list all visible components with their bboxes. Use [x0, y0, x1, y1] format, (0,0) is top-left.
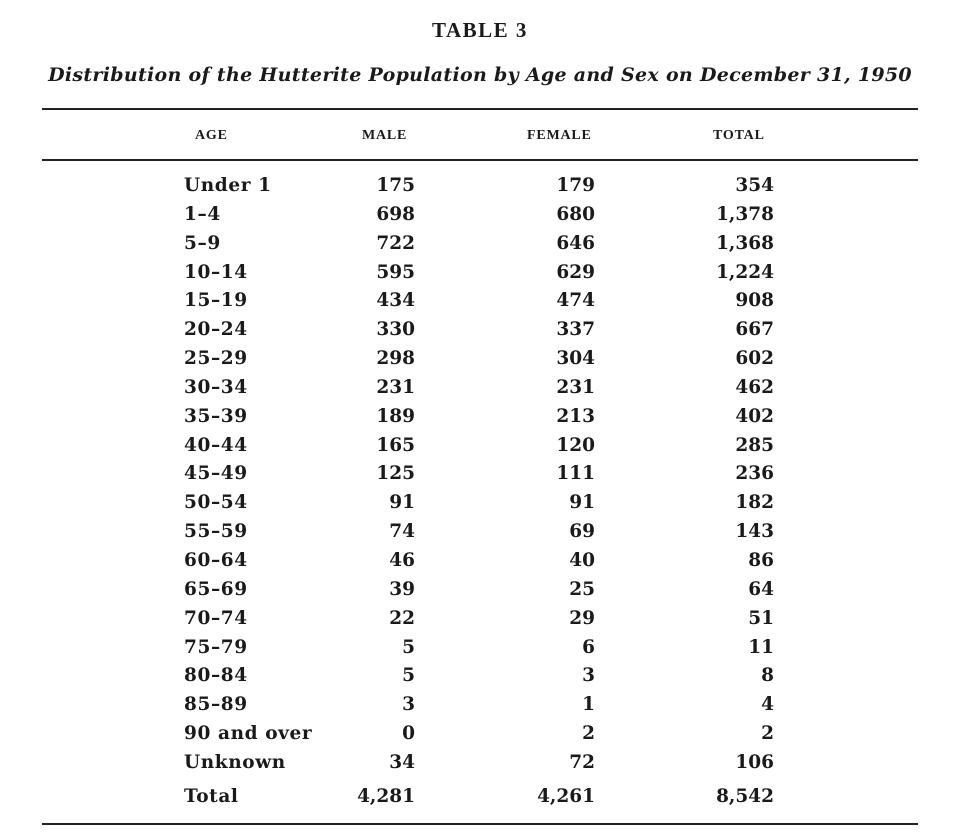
cell-age: Unknown	[184, 751, 286, 773]
cell-total: 354	[735, 175, 774, 196]
cell-total: 106	[735, 751, 774, 773]
cell-total: 236	[735, 463, 774, 485]
table-row	[0, 605, 960, 634]
cell-female: 111	[556, 463, 595, 485]
total-row	[0, 783, 960, 811]
cell-total: 1,368	[716, 232, 774, 254]
cell-female: 2	[582, 723, 595, 745]
table-row	[0, 489, 960, 518]
table-row	[0, 374, 960, 403]
cell-male: 698	[376, 203, 415, 225]
cell-total: 285	[735, 434, 774, 456]
cell-total: 1,378	[716, 203, 774, 225]
cell-female: 646	[556, 232, 595, 254]
cell-total: 602	[735, 348, 774, 370]
cell-female: 213	[556, 405, 595, 427]
cell-total: 4	[761, 694, 774, 716]
cell-female: 179	[556, 175, 595, 196]
cell-male: 231	[376, 376, 415, 398]
cell-age: 40–44	[184, 434, 248, 456]
cell-age: 15–19	[184, 290, 248, 312]
header-rule	[42, 159, 918, 161]
cell-total: 143	[735, 521, 774, 543]
cell-age: 50–54	[184, 492, 248, 514]
cell-male: 165	[376, 434, 415, 456]
cell-female: 69	[569, 521, 595, 543]
cell-female: 25	[569, 578, 595, 600]
cell-male: 722	[376, 232, 415, 254]
total-total: 8,542	[716, 786, 774, 807]
table-row	[0, 547, 960, 576]
cell-female: 680	[556, 203, 595, 225]
cell-male: 330	[376, 319, 415, 341]
cell-female: 1	[582, 694, 595, 716]
table-row	[0, 345, 960, 374]
cell-age: 45–49	[184, 463, 248, 485]
cell-age: 55–59	[184, 521, 248, 543]
cell-male: 46	[389, 549, 415, 571]
cell-age: 75–79	[184, 636, 248, 658]
cell-male: 125	[376, 463, 415, 485]
cell-total: 51	[748, 607, 774, 629]
table-row	[0, 749, 960, 778]
table-row	[0, 662, 960, 691]
total-male: 4,281	[357, 786, 415, 807]
table-row	[0, 403, 960, 432]
cell-total: 11	[748, 636, 774, 658]
cell-total: 462	[735, 376, 774, 398]
table-caption: Distribution of the Hutterite Population by Age and Sex on December 31, 1950	[48, 64, 912, 86]
cell-male: 595	[376, 261, 415, 283]
table-row	[0, 691, 960, 720]
table-row	[0, 316, 960, 345]
cell-female: 231	[556, 376, 595, 398]
cell-male: 3	[402, 694, 415, 716]
cell-age: 90 and over	[184, 723, 313, 745]
cell-male: 74	[389, 521, 415, 543]
cell-male: 175	[376, 175, 415, 196]
header-age: AGE	[195, 128, 228, 143]
cell-female: 72	[569, 751, 595, 773]
cell-total: 8	[761, 665, 774, 687]
cell-age: Under 1	[184, 175, 272, 196]
cell-age: 65–69	[184, 578, 248, 600]
cell-total: 86	[748, 549, 774, 571]
table-row	[0, 201, 960, 230]
table-row	[0, 172, 960, 201]
cell-female: 304	[556, 348, 595, 370]
cell-age: 85–89	[184, 694, 248, 716]
table-row	[0, 576, 960, 605]
cell-female: 91	[569, 492, 595, 514]
cell-female: 337	[556, 319, 595, 341]
cell-age: 20–24	[184, 319, 248, 341]
cell-age: 35–39	[184, 405, 248, 427]
cell-male: 22	[389, 607, 415, 629]
table-row	[0, 634, 960, 663]
cell-female: 40	[569, 549, 595, 571]
cell-female: 629	[556, 261, 595, 283]
cell-male: 5	[402, 665, 415, 687]
table-row	[0, 259, 960, 288]
cell-age: 25–29	[184, 348, 248, 370]
cell-age: 5–9	[184, 232, 221, 254]
cell-male: 34	[389, 751, 415, 773]
cell-age: 60–64	[184, 549, 248, 571]
cell-total: 64	[748, 578, 774, 600]
cell-female: 6	[582, 636, 595, 658]
table-row	[0, 720, 960, 749]
cell-total: 667	[735, 319, 774, 341]
cell-total: 908	[735, 290, 774, 312]
table-row	[0, 518, 960, 547]
header-total: TOTAL	[713, 128, 765, 143]
cell-male: 298	[376, 348, 415, 370]
cell-total: 182	[735, 492, 774, 514]
cell-male: 5	[402, 636, 415, 658]
total-female: 4,261	[537, 786, 595, 807]
total-label: Total	[184, 786, 239, 807]
table-row	[0, 460, 960, 489]
cell-male: 91	[389, 492, 415, 514]
table-body	[0, 172, 960, 778]
cell-age: 1–4	[184, 203, 221, 225]
cell-age: 80–84	[184, 665, 248, 687]
table-row	[0, 432, 960, 461]
cell-total: 402	[735, 405, 774, 427]
bottom-rule	[42, 823, 918, 825]
cell-male: 189	[376, 405, 415, 427]
cell-male: 0	[402, 723, 415, 745]
header-male: MALE	[362, 128, 408, 143]
cell-female: 120	[556, 434, 595, 456]
header-female: FEMALE	[527, 128, 592, 143]
cell-male: 434	[376, 290, 415, 312]
cell-female: 29	[569, 607, 595, 629]
cell-age: 10–14	[184, 261, 248, 283]
table-row	[0, 287, 960, 316]
cell-female: 3	[582, 665, 595, 687]
cell-age: 30–34	[184, 376, 248, 398]
cell-total: 1,224	[716, 261, 774, 283]
table-row	[0, 230, 960, 259]
top-rule	[42, 108, 918, 110]
cell-age: 70–74	[184, 607, 248, 629]
table-number: TABLE 3	[432, 18, 528, 42]
cell-female: 474	[556, 290, 595, 312]
cell-total: 2	[761, 723, 774, 745]
cell-male: 39	[389, 578, 415, 600]
